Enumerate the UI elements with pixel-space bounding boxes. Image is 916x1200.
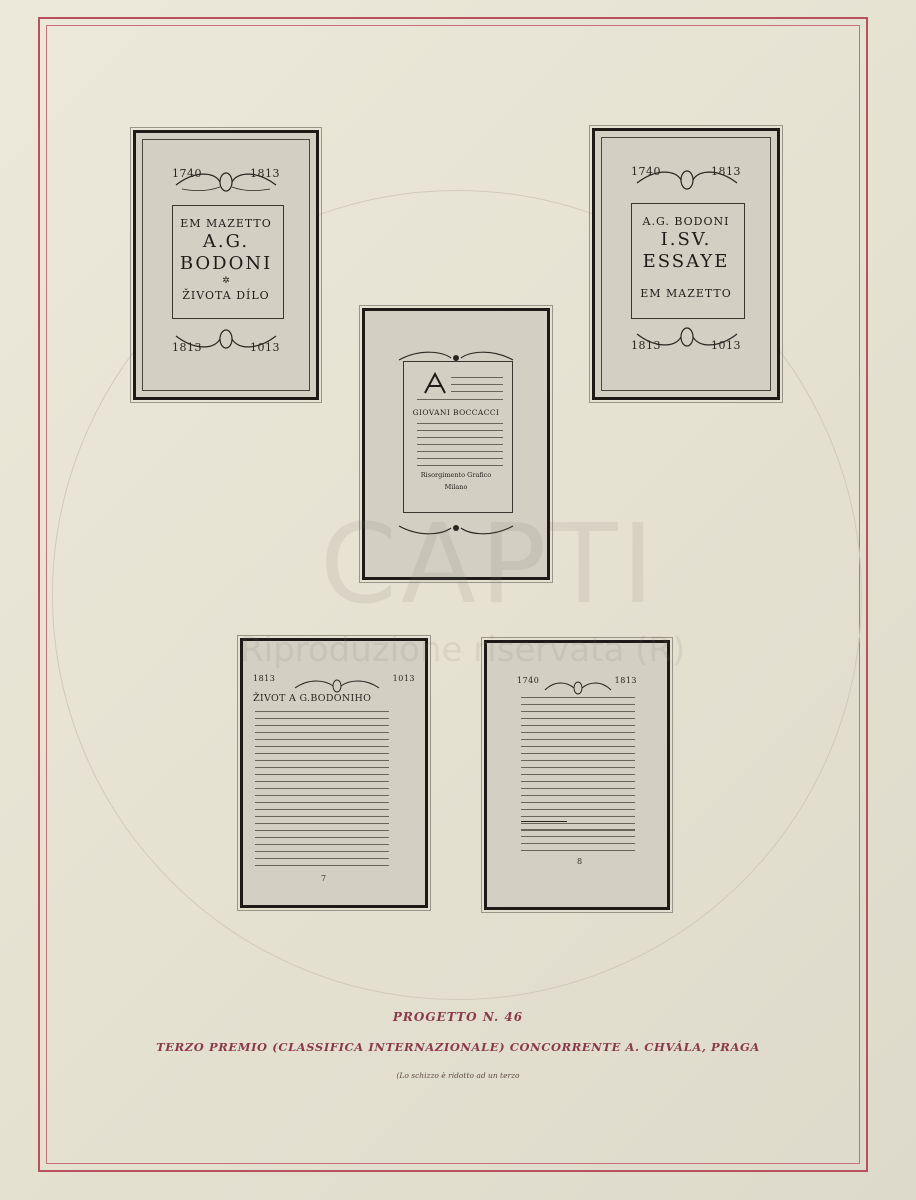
year-top-right: 1813 (250, 167, 280, 180)
text-page-card-continued (484, 640, 670, 910)
signature-line: Risorgimento Grafico (420, 471, 492, 479)
text-page-title: ŽIVOT A G.BODONIHO (253, 693, 372, 704)
year-bottom-right: 1013 (250, 341, 280, 354)
ornament-scroll-icon (174, 169, 278, 195)
cover-line-2: I.SV. (660, 229, 712, 250)
ornament-scroll-icon (635, 167, 739, 193)
body-text-lines (521, 697, 635, 837)
star-ornament-icon: ✲ (222, 276, 230, 286)
body-text-lines (451, 377, 503, 398)
body-text-lines (417, 423, 503, 472)
year-right: 1813 (614, 676, 637, 685)
watermark-brand: CAPTI (320, 500, 659, 628)
year-top-right: 1813 (711, 165, 741, 178)
year-top-left: 1740 (172, 167, 202, 180)
cover-card-bodoni (133, 130, 319, 400)
cover-line-1: A.G. BODONI (642, 215, 730, 228)
body-text-lines (417, 399, 503, 406)
page-number: 7 (321, 874, 327, 883)
footnote-rule (521, 821, 567, 828)
award-caption: TERZO PREMIO (CLASSIFICA INTERNAZIONALE) CONCORRENTE A. CHVÁLA, PRAGA (156, 1040, 760, 1054)
year-left: 1813 (253, 674, 276, 683)
initial-letter-icon (421, 371, 449, 397)
text-page-heading: GIOVANI BOCCACCI (412, 408, 500, 417)
cover-card-essaye (592, 128, 780, 400)
reduction-note: (Lo schizzo è ridotto ad un terzo (396, 1071, 520, 1080)
page-number: 8 (577, 857, 583, 866)
year-bottom-left: 1813 (172, 341, 202, 354)
year-right: 1013 (392, 674, 415, 683)
footnote-text-lines (521, 829, 635, 857)
cover-line-2: A.G. (202, 231, 250, 252)
text-page-card-zivot (240, 638, 428, 908)
year-bottom-right: 1013 (711, 339, 741, 352)
cover-line-3: BODONI (179, 253, 273, 274)
cover-line-4: EM MAZETTO (640, 287, 732, 300)
project-number: PROGETTO N. 46 (392, 1010, 524, 1024)
year-top-left: 1740 (631, 165, 661, 178)
year-bottom-left: 1813 (631, 339, 661, 352)
year-left: 1740 (517, 676, 540, 685)
cover-line-4: ŽIVOTA DÍLO (182, 289, 270, 302)
watermark-notice: Riproduzione riservata (R) (240, 630, 686, 670)
cover-line-1: EM MAZETTO (180, 217, 272, 230)
cover-line-3: ESSAYE (642, 251, 730, 272)
place-line: Milano (444, 483, 468, 491)
body-text-lines (255, 711, 389, 872)
